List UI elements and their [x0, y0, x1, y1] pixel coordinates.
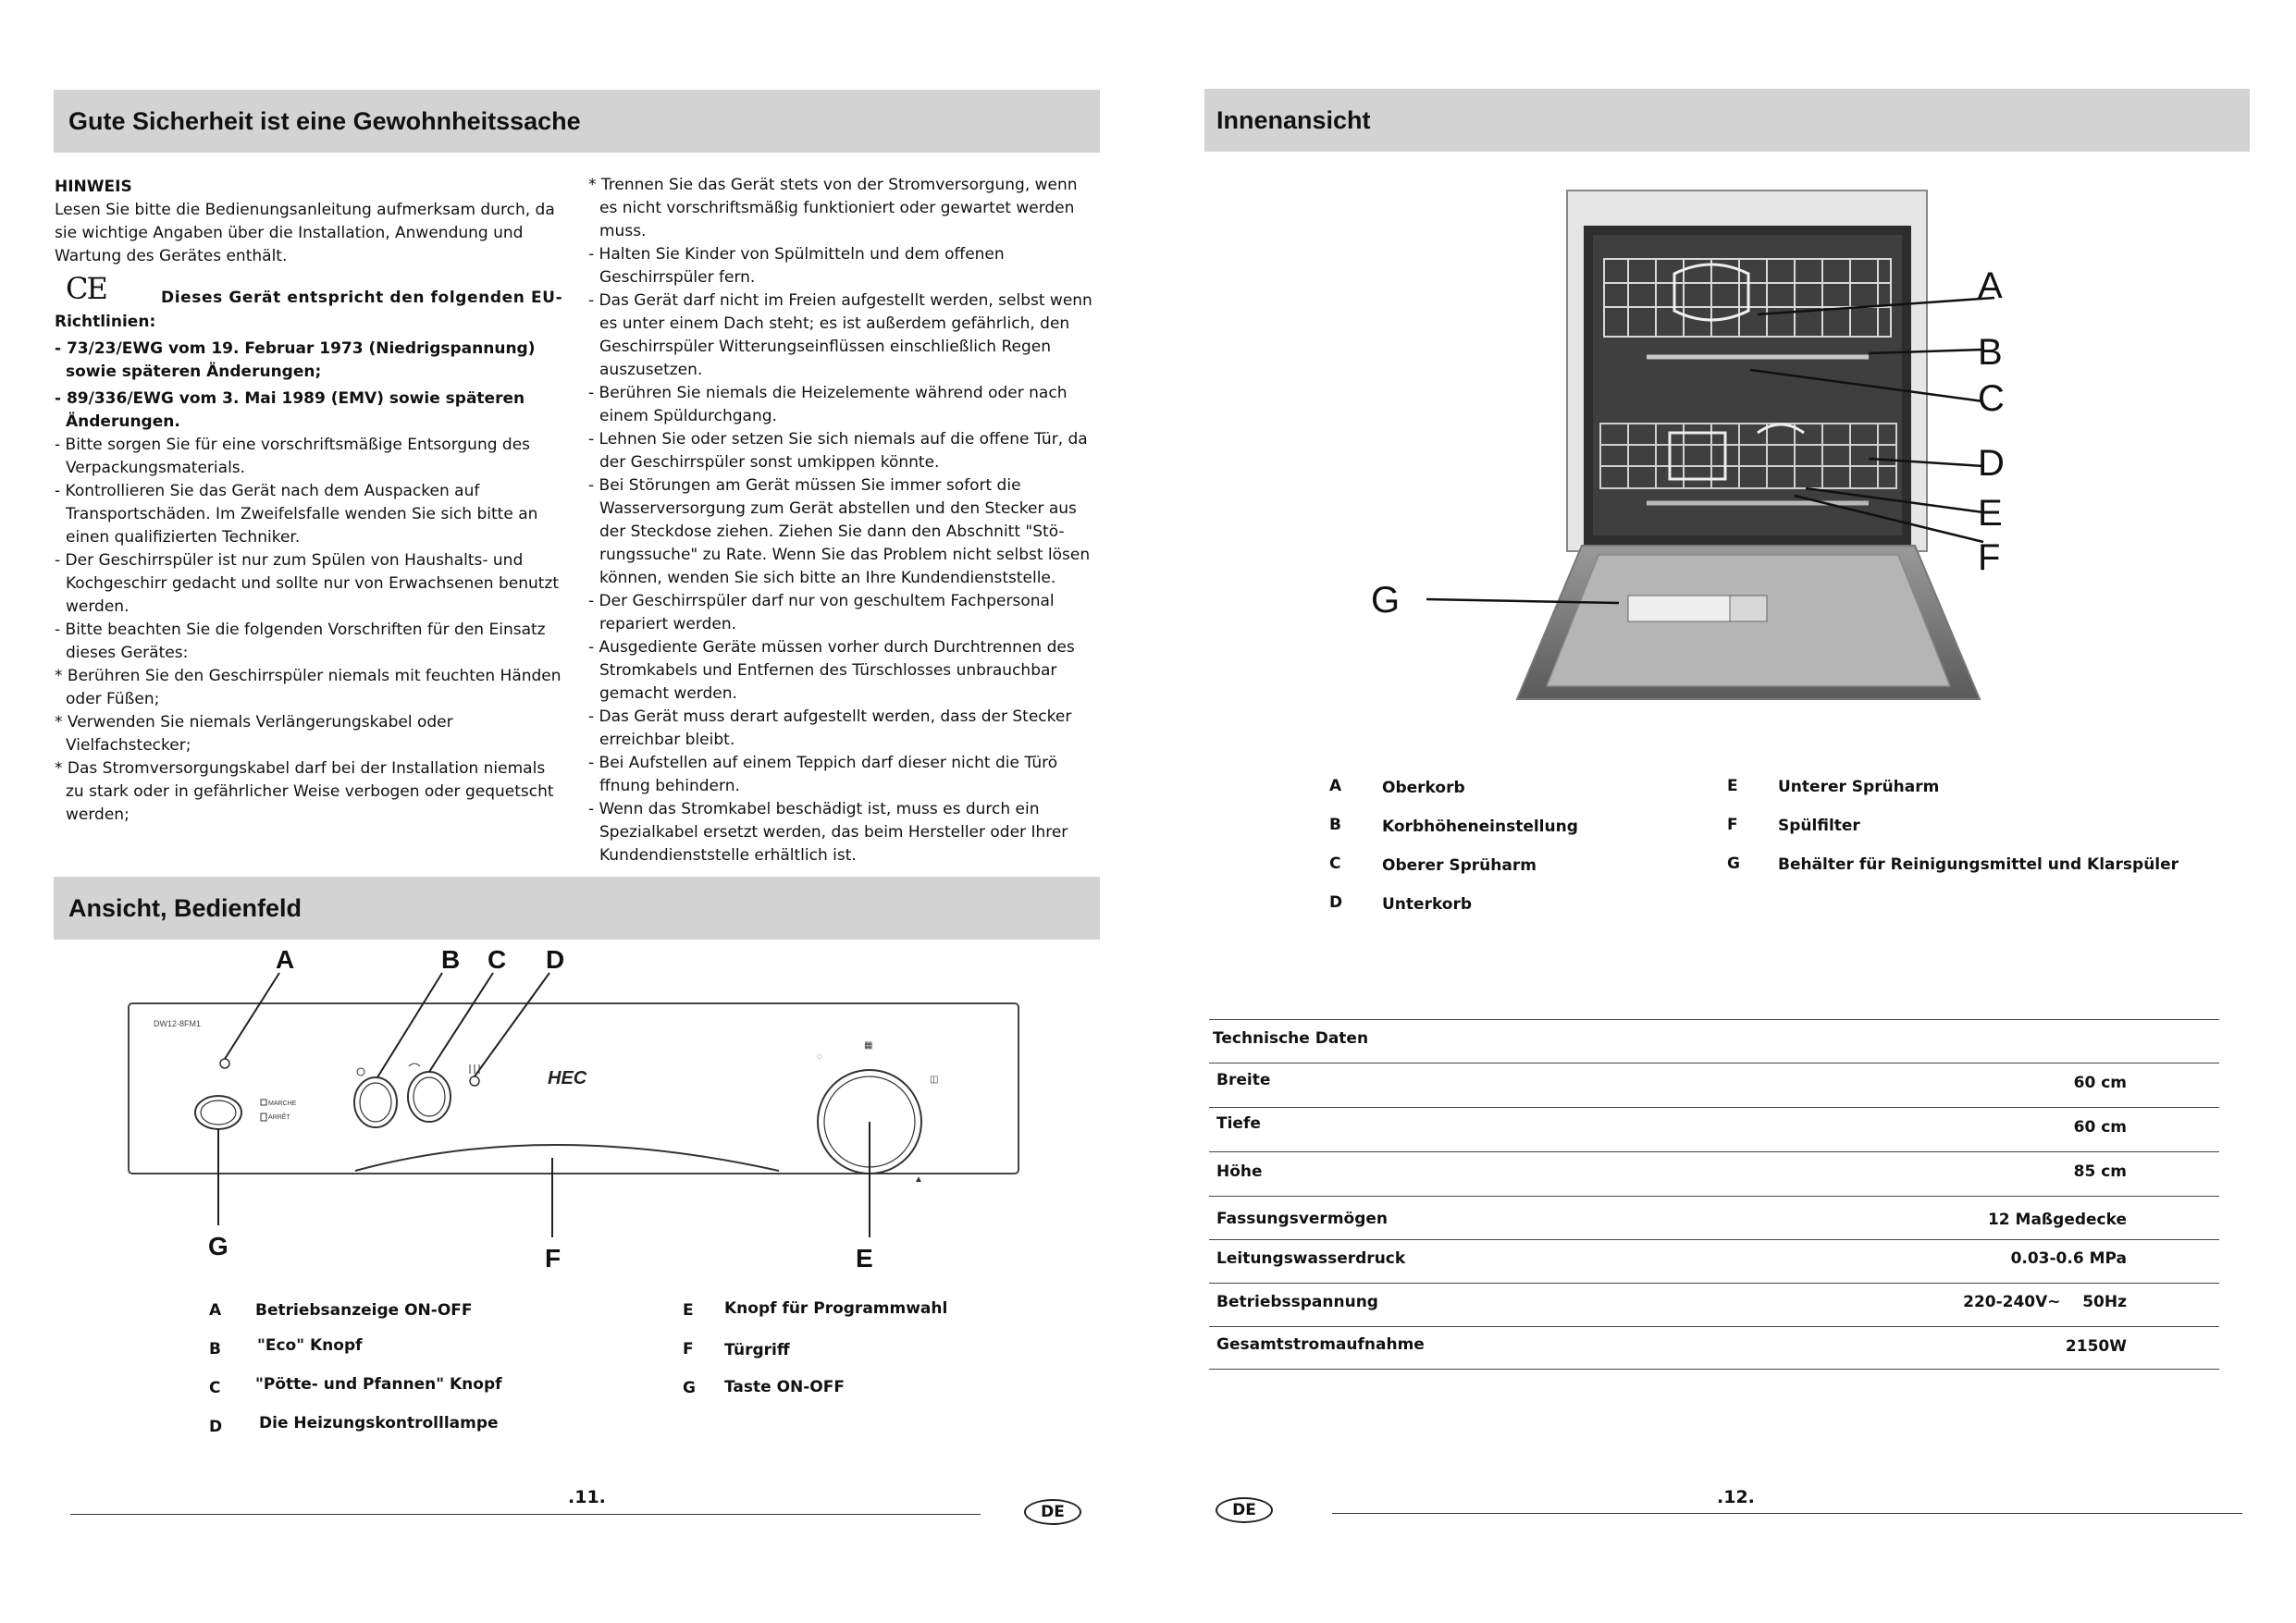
eu-directive-line2: Richtlinien: [55, 313, 156, 331]
right-footer-line [1332, 1513, 2242, 1514]
interior-legend [1329, 777, 2179, 934]
legend-key: C [209, 1379, 221, 1397]
safety-item: - Der Geschirrspüler ist nur zum Spülen von Haushalts- und Kochgeschirr gedacht und sollte nur von Erwachsenen benutzt werden. [55, 551, 560, 616]
legend-text: Korbhöheneinstellung [1382, 818, 1578, 836]
interior-section-title: Innenansicht [1204, 89, 2250, 152]
control-panel-diagram [0, 943, 1110, 1285]
callout-g: G [208, 1232, 228, 1260]
legend-key: A [209, 1301, 222, 1320]
spec-label: Betriebsspannung [1216, 1293, 1378, 1311]
callout-a: A [276, 945, 295, 974]
safety-item: * Trennen Sie das Gerät stets von der Stromversorgung, wenn es nicht vorschriftsmäßig funktioniert oder gewartet werden muss. [588, 176, 1078, 240]
callout-f: F [545, 1244, 562, 1273]
spec-row [1209, 1107, 2219, 1151]
panel-legend [209, 1301, 1042, 1449]
callout-e: E [856, 1244, 873, 1273]
safety-item: - Bei Störungen am Gerät müssen Sie immer sofort die Wasserversorgung zum Gerät abstellen und den Stecker aus der Steckdose ziehen. Ziehen Sie dann den Abschnitt "Stö- rungssuche" zu Rate. Wenn Sie das Problem nicht selbst lösen können, wenden Sie sich bitte an Ihre Kundendienststelle. [588, 476, 1091, 587]
legend-key: F [1727, 816, 1738, 834]
safety-right-column [588, 174, 1095, 867]
interior-callout-a: A [1978, 265, 2003, 306]
svg-text:▦: ▦ [864, 1040, 873, 1051]
spec-label: Fassungsvermögen [1216, 1210, 1389, 1228]
marche-label: MARCHE [268, 1100, 297, 1107]
eu-directive-line1: Dieses Gerät entspricht den folgenden EU- [161, 289, 563, 307]
spec-header-row [1209, 1019, 2219, 1063]
legend-key: G [683, 1379, 696, 1397]
spec-value: 0.03-0.6 MPa [2010, 1249, 2127, 1268]
legend-key: E [1727, 777, 1738, 795]
interior-callout-e: E [1978, 493, 2003, 534]
spec-value: 220-240V~ 50Hz [1963, 1293, 2127, 1311]
legend-key: G [1727, 855, 1740, 873]
legend-text: Spülfilter [1778, 817, 1860, 835]
svg-text:◌: ◌ [817, 1051, 822, 1062]
interior-callout-b: B [1978, 332, 2003, 373]
heating-lamp [470, 1076, 479, 1086]
legend-key: D [209, 1418, 223, 1436]
page-number-12: .12. [1717, 1487, 1755, 1507]
legend-key: F [683, 1340, 694, 1359]
callout-d: D [546, 945, 565, 974]
legend-text: Die Heizungskontrolllampe [259, 1414, 499, 1432]
hinweis-label: HINWEIS [55, 178, 132, 196]
pots-pans-button [408, 1072, 451, 1122]
safety-item: - Halten Sie Kinder von Spülmitteln und dem offenen Geschirrspüler fern. [588, 245, 1005, 287]
legend-text: Unterer Sprüharm [1778, 778, 1940, 796]
interior-callout-f: F [1978, 537, 2001, 578]
safety-item: - Das Gerät muss derart aufgestellt werden, dass der Stecker erreichbar bleibt. [588, 707, 1072, 749]
spec-row [1209, 1326, 2219, 1370]
legend-text: Betriebsanzeige ON-OFF [255, 1301, 473, 1320]
spec-row [1209, 1151, 2219, 1196]
safety-item: - Das Gerät darf nicht im Freien aufgestellt werden, selbst wenn es unter einem Dach steht; es ist außerdem gefährlich, den Geschirrspüler Witterungseinflüssen einschließlich Regen auszusetzen. [588, 291, 1092, 379]
spec-value: 12 Maßgedecke [1987, 1211, 2127, 1229]
legend-key: C [1329, 855, 1341, 873]
legend-text: Behälter für Reinigungsmittel und Klarspüler [1778, 855, 2179, 874]
safety-item: - Bitte sorgen Sie für eine vorschriftsmäßige Entsorgung des Verpackungsmaterials. [55, 436, 531, 477]
model-label: DW12-8FM1 [154, 1019, 202, 1028]
safety-item: - Der Geschirrspüler darf nur von geschultem Fachpersonal repariert werden. [588, 592, 1055, 633]
spec-value: 60 cm [2073, 1074, 2127, 1092]
page-number-11: .11. [568, 1487, 606, 1507]
legend-text: Türgriff [724, 1341, 790, 1359]
callout-c: C [488, 945, 507, 974]
safety-item: - Bitte beachten Sie die folgenden Vorschriften für den Einsatz dieses Gerätes: [55, 621, 546, 662]
ce-mark: CE [66, 271, 106, 306]
safety-item: - Bei Aufstellen auf einem Teppich darf dieser nicht die Türö ffnung behindern. [588, 754, 1058, 795]
door-handle [355, 1145, 779, 1171]
legend-text: "Pötte- und Pfannen" Knopf [255, 1375, 502, 1394]
legend-text: "Eco" Knopf [257, 1336, 363, 1355]
legend-text: Unterkorb [1382, 895, 1473, 914]
spec-label: Breite [1216, 1071, 1271, 1089]
safety-item: - Kontrollieren Sie das Gerät nach dem Auspacken auf Transportschäden. Im Zweifelsfalle wenden Sie sich bitte an einen qualifizierten Techniker. [55, 482, 538, 547]
legend-text: Knopf für Programmwahl [724, 1299, 948, 1318]
dishwasher-interior-diagram [1351, 181, 2017, 727]
spec-label: Tiefe [1216, 1114, 1261, 1133]
panel-body [129, 1003, 1018, 1174]
directive-2: - 89/336/EWG vom 3. Mai 1989 (EMV) sowie späteren Änderungen. [55, 389, 525, 431]
legend-key: B [209, 1340, 221, 1359]
legend-text: Oberkorb [1382, 779, 1465, 797]
safety-item: - Ausgediente Geräte müssen vorher durch Durchtrennen des Stromkabels und Entfernen des Türschlosses unbrauchbar gemacht werden. [588, 638, 1075, 703]
hec-logo: HEC [548, 1068, 587, 1088]
directive-1: - 73/23/EWG vom 19. Februar 1973 (Niedrigspannung) sowie späteren Änderungen; [55, 339, 536, 381]
indicator-lamp-a [220, 1059, 229, 1068]
safety-item: - Lehnen Sie oder setzen Sie sich niemals auf die offene Tür, da der Geschirrspüler sonst umkippen könnte. [588, 430, 1088, 472]
safety-item: * Das Stromversorgungskabel darf bei der Installation niemals zu stark oder in gefährlicher Weise verbogen oder gequetscht werden; [55, 759, 554, 824]
spec-label: Höhe [1216, 1162, 1263, 1181]
spec-value: 60 cm [2073, 1118, 2127, 1137]
spec-row [1209, 1196, 2219, 1239]
right-lang-badge: DE [1216, 1497, 1273, 1523]
hinweis-text: Lesen Sie bitte die Bedienungsanleitung aufmerksam durch, da sie wichtige Angaben über die Installation, Anwendung und Wartung des Gerätes enthält. [55, 201, 555, 265]
interior-callout-d: D [1978, 443, 2005, 484]
spec-label: Leitungswasserdruck [1216, 1249, 1406, 1268]
legend-key: E [683, 1301, 694, 1320]
left-lang-badge: DE [1024, 1499, 1081, 1525]
spec-label: Gesamtstromaufnahme [1216, 1335, 1425, 1354]
spec-title: Technische Daten [1213, 1029, 1369, 1048]
left-footer-line [70, 1514, 981, 1515]
arret-label: ARRÊT [268, 1114, 290, 1121]
safety-section-title: Gute Sicherheit ist eine Gewohnheitssache [54, 90, 1100, 153]
spec-row [1209, 1239, 2219, 1283]
legend-text: Oberer Sprüharm [1382, 856, 1537, 875]
panel-section-title: Ansicht, Bedienfeld [54, 877, 1100, 940]
spec-value: 2150W [2065, 1337, 2127, 1356]
spec-row [1209, 1063, 2219, 1107]
eco-button [354, 1077, 397, 1127]
safety-item: * Berühren Sie den Geschirrspüler niemals mit feuchten Händen oder Füßen; [55, 667, 562, 708]
callout-b: B [441, 945, 461, 974]
safety-item: - Wenn das Stromkabel beschädigt ist, muss es durch ein Spezialkabel ersetzt werden, das beim Hersteller oder Ihrer Kundendienststelle erhältlich ist. [588, 800, 1068, 865]
interior-callout-c: C [1978, 378, 2005, 419]
legend-key: B [1329, 816, 1341, 834]
safety-item: - Berühren Sie niemals die Heizelemente während oder nach einem Spüldurchgang. [588, 384, 1068, 425]
svg-text:◫: ◫ [930, 1075, 939, 1085]
svg-text:▲: ▲ [914, 1174, 923, 1185]
legend-key: D [1329, 893, 1343, 912]
legend-key: A [1329, 777, 1342, 795]
interior-callout-g: G [1371, 580, 1401, 621]
safety-left-column [55, 176, 568, 827]
spec-value: 85 cm [2073, 1162, 2127, 1181]
spec-row [1209, 1283, 2219, 1326]
legend-text: Taste ON-OFF [724, 1378, 845, 1396]
detergent-dispenser [1628, 596, 1730, 621]
safety-item: * Verwenden Sie niemals Verlängerungskabel oder Vielfachstecker; [55, 713, 453, 755]
